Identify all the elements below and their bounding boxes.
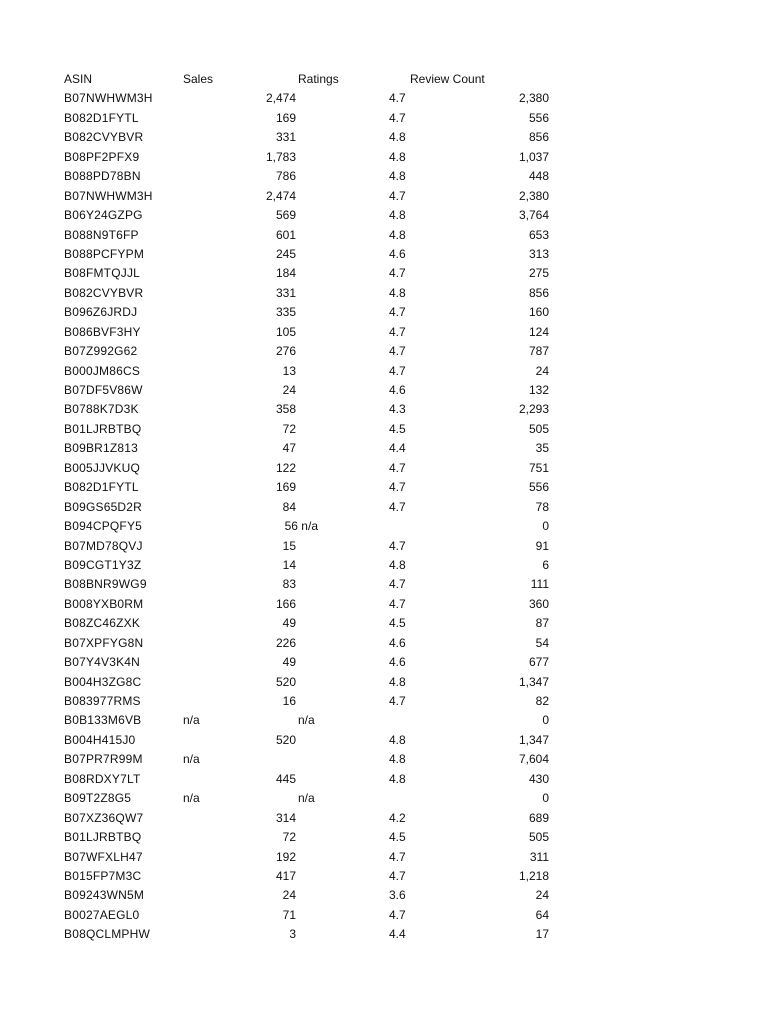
table-row [0, 537, 768, 556]
table-row [0, 381, 768, 400]
table-row [0, 809, 768, 828]
sales-cell: 314 [275, 810, 296, 825]
sales-cell: 105 [275, 324, 296, 339]
sales-cell: 169 [275, 110, 296, 125]
review-count-cell: 556 [528, 480, 549, 495]
review-count-cell: 160 [528, 305, 549, 320]
asin-cell: B09CGT1Y3Z [64, 557, 142, 572]
review-count-cell: 360 [528, 596, 549, 611]
table-row [0, 575, 768, 594]
review-count-cell: 1,347 [518, 732, 549, 747]
rating-cell: 4.7 [389, 694, 406, 708]
table-row [0, 420, 768, 439]
review-count-cell: 856 [528, 285, 549, 300]
rating-cell: 4.7 [389, 188, 406, 203]
sales-cell: n/a [183, 752, 200, 767]
asin-cell: B0788K7D3K [64, 402, 139, 417]
table-row [0, 517, 768, 536]
rating-cell: 4.7 [389, 460, 406, 475]
review-count-cell: 35 [535, 441, 549, 456]
asin-cell: B07Z992G62 [64, 344, 138, 359]
review-count-cell: 17 [535, 927, 549, 942]
sales-cell: 226 [275, 635, 296, 650]
table-row [0, 828, 768, 847]
review-count-cell: 6 [542, 557, 549, 572]
review-count-cell: 430 [528, 771, 549, 786]
asin-cell: B09243WN5M [64, 888, 145, 903]
rating-cell: 4.2 [389, 810, 406, 825]
header-asin: ASIN [64, 72, 93, 86]
asin-cell: B088PD78BN [64, 169, 141, 184]
rating-cell: 4.7 [389, 499, 406, 514]
table-row [0, 89, 768, 108]
rating-cell: 4.8 [389, 732, 406, 747]
data-table [0, 70, 768, 945]
review-count-cell: 82 [535, 694, 549, 708]
table-row [0, 245, 768, 264]
table-row [0, 925, 768, 944]
rating-cell: n/a [298, 713, 315, 728]
sales-cell: n/a [183, 713, 200, 728]
sales-cell: 14 [282, 557, 296, 572]
asin-cell: B082D1FYTL [64, 110, 139, 125]
table-row [0, 148, 768, 167]
rating-cell: 4.6 [389, 383, 406, 397]
review-count-cell: 24 [535, 363, 549, 378]
asin-cell: B07PR7R99M [64, 752, 143, 767]
sales-cell: 49 [282, 616, 296, 631]
asin-cell: B004H415J0 [64, 732, 136, 747]
asin-cell: B08PF2PFX9 [64, 149, 140, 164]
review-count-cell: 91 [535, 538, 549, 553]
rating-cell: 4.7 [389, 596, 406, 611]
rating-cell: 4.7 [389, 868, 406, 883]
rating-cell: 4.4 [389, 441, 406, 456]
table-row [0, 556, 768, 575]
sales-cell: 445 [275, 771, 296, 786]
sales-cell: 358 [275, 402, 296, 417]
asin-cell: B07DF5V86W [64, 383, 143, 397]
sales-cell: 122 [275, 460, 296, 475]
asin-cell: B08ZC46ZXK [64, 616, 141, 631]
rating-cell: 3.6 [389, 888, 406, 903]
asin-cell: B0B133M6VB [64, 713, 142, 728]
rating-cell: 4.7 [389, 577, 406, 592]
asin-cell: B083977RMS [64, 694, 141, 708]
review-count-cell: 689 [528, 810, 549, 825]
asin-cell: B08QCLMPHW [64, 927, 151, 942]
asin-cell: B008YXB0RM [64, 596, 144, 611]
asin-cell: B09GS65D2R [64, 499, 143, 514]
review-count-cell: 1,347 [518, 674, 549, 689]
rating-cell: 4.6 [389, 635, 406, 650]
asin-cell: B096Z6JRDJ [64, 305, 138, 320]
rating-cell: 4.8 [389, 771, 406, 786]
table-row [0, 284, 768, 303]
header-ratings: Ratings [298, 72, 339, 86]
asin-cell: B09BR1Z813 [64, 441, 139, 456]
asin-cell: B0027AEGL0 [64, 907, 140, 922]
rating-cell: 4.4 [389, 927, 406, 942]
table-row [0, 750, 768, 769]
sales-cell: 1,783 [265, 149, 296, 164]
asin-cell: B07WFXLH47 [64, 849, 143, 864]
rating-cell: 4.6 [389, 246, 406, 261]
review-count-cell: 275 [528, 266, 549, 281]
review-count-cell: 2,380 [518, 188, 549, 203]
review-count-cell: 311 [529, 849, 549, 864]
review-count-cell: 677 [528, 655, 549, 670]
rating-cell: 4.3 [389, 402, 406, 417]
review-count-cell: 0 [542, 519, 549, 534]
sales-cell: 71 [282, 907, 296, 922]
asin-cell: B07NWHWM3H [64, 188, 153, 203]
table-row [0, 459, 768, 478]
review-count-cell: 313 [528, 246, 549, 261]
asin-cell: B07Y4V3K4N [64, 655, 141, 670]
review-count-cell: 751 [528, 460, 549, 475]
table-row [0, 731, 768, 750]
rating-cell: 4.7 [389, 344, 406, 359]
sales-cell: 83 [282, 577, 296, 592]
review-count-cell: 856 [528, 130, 549, 145]
sales-cell: 56 n/a [284, 519, 318, 534]
rating-cell: 4.7 [389, 266, 406, 281]
review-count-cell: 54 [535, 635, 549, 650]
review-count-cell: 0 [542, 713, 549, 728]
rating-cell: 4.8 [389, 752, 406, 767]
table-row [0, 789, 768, 808]
asin-cell: B07XZ36QW7 [64, 810, 144, 825]
table-row [0, 595, 768, 614]
sales-cell: n/a [183, 791, 200, 806]
rating-cell: 4.8 [389, 208, 406, 223]
review-count-cell: 2,293 [518, 402, 549, 417]
sales-cell: 16 [282, 694, 296, 708]
table-row [0, 848, 768, 867]
asin-cell: B082CVYBVR [64, 285, 144, 300]
asin-cell: B086BVF3HY [64, 324, 141, 339]
review-count-cell: 24 [535, 888, 549, 903]
asin-cell: B07NWHWM3H [64, 91, 153, 106]
review-count-cell: 448 [528, 169, 549, 184]
sales-cell: 47 [282, 441, 296, 456]
sales-cell: 72 [282, 830, 296, 845]
rating-cell: 4.8 [389, 557, 406, 572]
table-row [0, 167, 768, 186]
review-count-cell: 2,380 [518, 91, 549, 106]
header-review-count: Review Count [410, 72, 485, 86]
sales-cell: 245 [275, 246, 296, 261]
table-row [0, 323, 768, 342]
asin-cell: B094CPQFY5 [64, 519, 143, 534]
table-row [0, 128, 768, 147]
sales-cell: 520 [275, 674, 296, 689]
rating-cell: 4.8 [389, 227, 406, 242]
sales-cell: 24 [282, 888, 296, 903]
sales-cell: 601 [275, 227, 296, 242]
asin-cell: B082CVYBVR [64, 130, 144, 145]
table-row [0, 634, 768, 653]
sales-cell: 520 [275, 732, 296, 747]
sales-cell: 84 [282, 499, 296, 514]
table-row [0, 109, 768, 128]
review-count-cell: 111 [530, 577, 549, 592]
rating-cell: 4.5 [389, 830, 406, 845]
rating-cell: 4.7 [389, 324, 406, 339]
asin-cell: B000JM86CS [64, 363, 141, 378]
sales-cell: 3 [289, 927, 296, 942]
sales-cell: 276 [275, 344, 296, 359]
review-count-cell: 556 [528, 110, 549, 125]
rating-cell: 4.8 [389, 674, 406, 689]
table-row [0, 653, 768, 672]
table-row [0, 206, 768, 225]
sales-cell: 786 [275, 169, 296, 184]
table-row [0, 226, 768, 245]
sales-cell: 192 [275, 849, 296, 864]
table-row [0, 770, 768, 789]
asin-cell: B01LJRBTBQ [64, 421, 142, 436]
table-row [0, 362, 768, 381]
asin-cell: B088N9T6FP [64, 227, 139, 242]
sales-cell: 2,474 [265, 91, 296, 106]
asin-cell: B09T2Z8G5 [64, 791, 132, 806]
sales-cell: 2,474 [265, 188, 296, 203]
sales-cell: 417 [275, 868, 296, 883]
asin-cell: B08BNR9WG9 [64, 577, 147, 592]
sales-cell: 13 [282, 363, 296, 378]
sales-cell: 331 [275, 285, 296, 300]
sales-cell: 335 [275, 305, 296, 320]
table-row [0, 692, 768, 711]
sales-cell: 24 [282, 383, 296, 397]
asin-cell: B07XPFYG8N [64, 635, 144, 650]
review-count-cell: 78 [535, 499, 549, 514]
rating-cell: 4.7 [389, 907, 406, 922]
rating-cell: 4.7 [389, 91, 406, 106]
review-count-cell: 1,218 [518, 868, 549, 883]
review-count-cell: 787 [528, 344, 549, 359]
table-row [0, 498, 768, 517]
rating-cell: n/a [298, 791, 315, 806]
review-count-cell: 64 [535, 907, 549, 922]
rating-cell: 4.8 [389, 130, 406, 145]
sales-cell: 169 [275, 480, 296, 495]
review-count-cell: 505 [528, 421, 549, 436]
review-count-cell: 505 [528, 830, 549, 845]
header-sales: Sales [183, 72, 214, 86]
rating-cell: 4.7 [389, 363, 406, 378]
table-row [0, 187, 768, 206]
table-row [0, 906, 768, 925]
table-row [0, 711, 768, 730]
asin-cell: B08RDXY7LT [64, 771, 141, 786]
asin-cell: B08FMTQJJL [64, 266, 141, 281]
review-count-cell: 3,764 [518, 208, 549, 223]
asin-cell: B015FP7M3C [64, 868, 142, 883]
table-header-row [0, 70, 768, 89]
sales-cell: 569 [275, 208, 296, 223]
sales-cell: 15 [282, 538, 296, 553]
review-count-cell: 653 [528, 227, 549, 242]
sales-cell: 72 [282, 421, 296, 436]
rating-cell: 4.7 [389, 538, 406, 553]
review-count-cell: 7,604 [518, 752, 549, 767]
rating-cell: 4.7 [389, 305, 406, 320]
review-count-cell: 124 [528, 324, 549, 339]
rating-cell: 4.6 [389, 655, 406, 670]
review-count-cell: 87 [535, 616, 549, 631]
rating-cell: 4.8 [389, 149, 406, 164]
asin-cell: B06Y24GZPG [64, 208, 143, 223]
rating-cell: 4.5 [389, 421, 406, 436]
table-body [0, 89, 768, 944]
table-row [0, 439, 768, 458]
table-row [0, 342, 768, 361]
sales-cell: 331 [275, 130, 296, 145]
table-row [0, 886, 768, 905]
review-count-cell: 0 [542, 791, 549, 806]
table-row [0, 400, 768, 419]
sales-cell: 166 [275, 596, 296, 611]
sales-cell: 184 [275, 266, 296, 281]
asin-cell: B082D1FYTL [64, 480, 139, 495]
asin-cell: B07MD78QVJ [64, 538, 143, 553]
rating-cell: 4.8 [389, 169, 406, 184]
asin-cell: B088PCFYPM [64, 246, 145, 261]
review-count-cell: 1,037 [518, 149, 549, 164]
rating-cell: 4.7 [389, 480, 406, 495]
table-row [0, 867, 768, 886]
table-row [0, 673, 768, 692]
asin-cell: B01LJRBTBQ [64, 830, 142, 845]
rating-cell: 4.8 [389, 285, 406, 300]
asin-cell: B005JJVKUQ [64, 460, 141, 475]
table-row [0, 614, 768, 633]
table-row [0, 303, 768, 322]
table-row [0, 264, 768, 283]
rating-cell: 4.7 [389, 110, 406, 125]
review-count-cell: 132 [528, 383, 549, 397]
sales-cell: 49 [282, 655, 296, 670]
rating-cell: 4.5 [389, 616, 406, 631]
rating-cell: 4.7 [389, 849, 406, 864]
table-row [0, 478, 768, 497]
asin-cell: B004H3ZG8C [64, 674, 142, 689]
